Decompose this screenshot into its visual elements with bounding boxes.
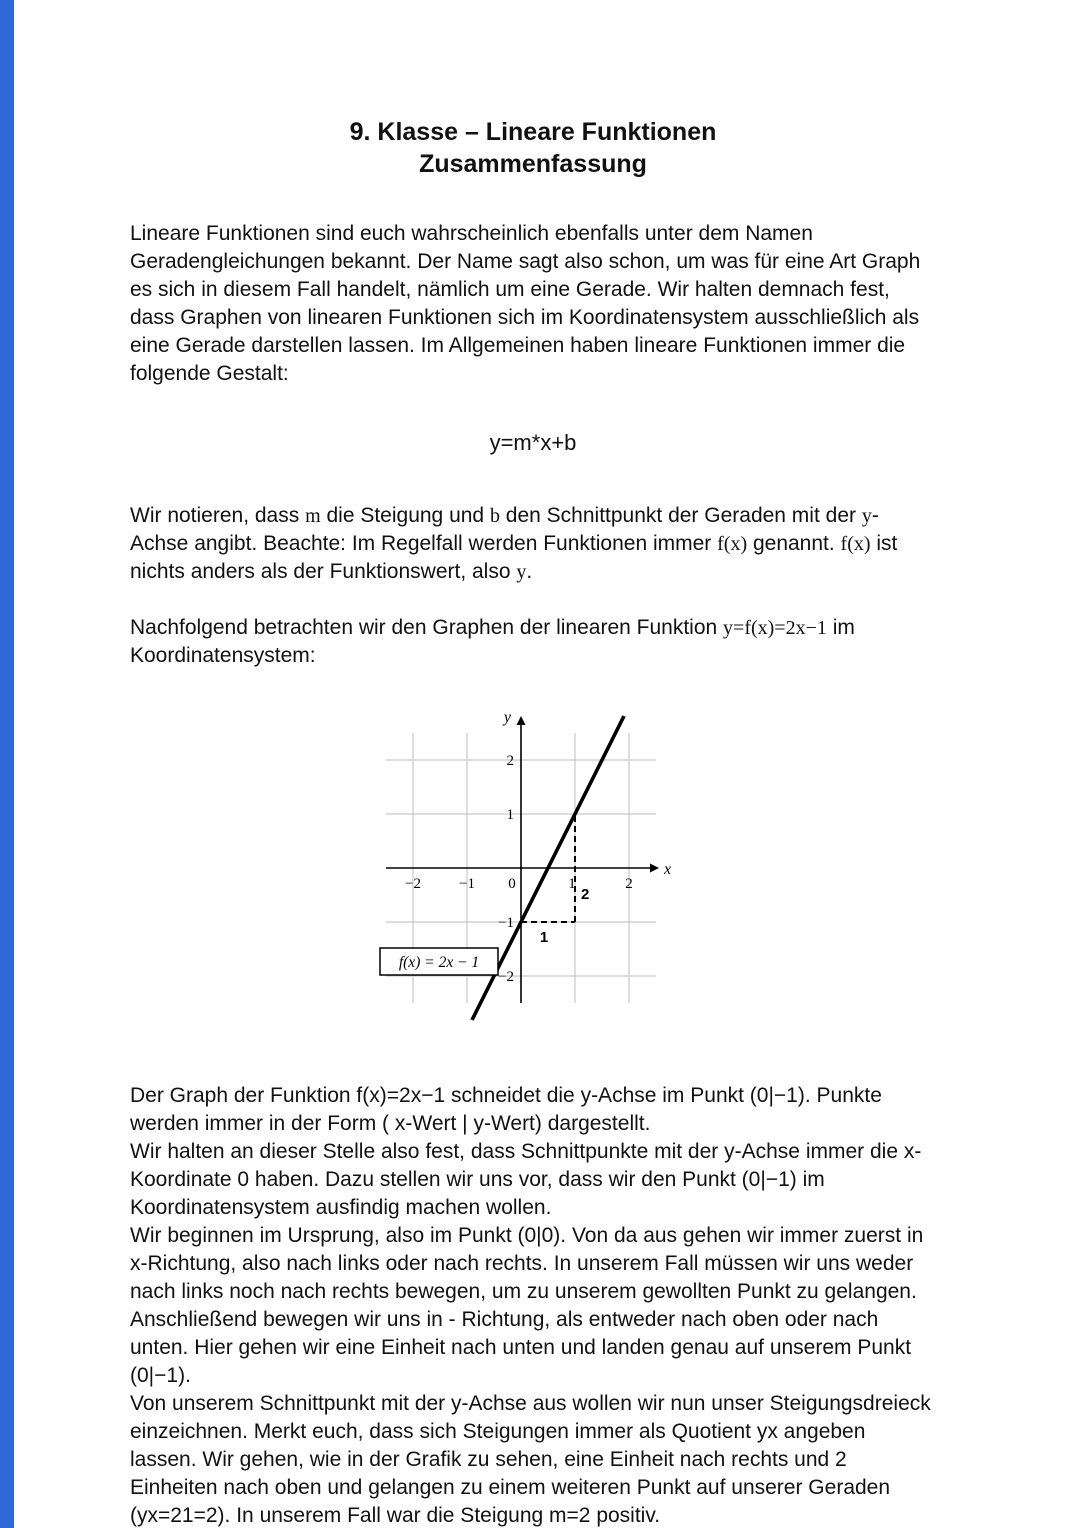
slope-run-label: 1 [539, 929, 548, 946]
x-axis-arrow-icon [650, 864, 659, 873]
x-tick-label: 1 [567, 876, 576, 892]
closing-paragraph: Wir beginnen im Ursprung, also im Punkt (0|0). Von da aus gehen wir immer zuerst in x-Richtung, also nach links oder nach rechts. In unserem Fall müssen wir uns weder nach links noch nach rechts bewegen, um zu unserem gewollten Punkt zu gelangen. Anschließend bewegen wir uns in - Richtung, als entweder nach oben oder nach unten. Hier gehen wir eine Einheit nach unten und landen genau auf unserem Punkt (0|−1). [130, 1224, 924, 1387]
function-graph-figure [130, 698, 936, 1048]
coordinate-system-plot [366, 698, 701, 1043]
intro-paragraph: Lineare Funktionen sind euch wahrscheinlich ebenfalls unter dem Namen Geradengleichungen bekannt. Der Name sagt also schon, um was für eine Art Graph es sich in diesem Fall handelt, nämlich um eine Gerade. Wir halten demnach fest, dass Graphen von linearen Funktionen sich im Koordinatensystem ausschließlich als eine Gerade darstellen lassen. Im Allgemeinen haben lineare Funktionen immer die folgende Gestalt: [130, 222, 921, 385]
notation-paragraph: Wir notieren, dass m die Steigung und b den Schnittpunkt der Geraden mit der y-Achse angibt. Beachte: Im Regelfall werden Funktionen immer f(x) genannt. f(x) ist nichts anders als der Funktionswert, also y. [130, 504, 898, 583]
title-line-2: Zusammenfassung [419, 150, 647, 178]
y-axis-arrow-icon [516, 716, 525, 725]
x-tick-label: 0 [507, 876, 516, 892]
closing-paragraph: Wir halten an dieser Stelle also fest, dass Schnittpunkte mit der y-Achse immer die x-Koordinate 0 haben. Dazu stellen wir uns vor, dass wir den Punkt (0|−1) im Koordinatensystem ausfindig machen wollen. [130, 1140, 922, 1219]
y-tick-label: −1 [497, 915, 514, 931]
y-tick-label: 1 [506, 807, 514, 823]
slope-rise-label: 2 [580, 886, 589, 903]
closing-paragraphs [130, 1082, 936, 1528]
x-tick-label: −2 [404, 876, 421, 892]
left-edge-bar [0, 0, 14, 1528]
y-tick-label: 2 [506, 753, 514, 769]
closing-paragraph: Der Graph der Funktion f(x)=2x−1 schneidet die y-Achse im Punkt (0|−1). Punkte werden immer in der Form ( x-Wert | y-Wert) dargestellt. [130, 1084, 882, 1135]
x-tick-label: 2 [624, 876, 633, 892]
page-title [130, 116, 936, 180]
closing-paragraph: Von unserem Schnittpunkt mit der y-Achse aus wollen wir nun unser Steigungsdreieck einzeichnen. Merkt euch, dass sich Steigungen immer als Quotient yx angeben lassen. Wir gehen, wie in der Grafik zu sehen, eine Einheit nach rechts und 2 Einheiten nach oben und gelangen zu einem weiteren Punkt auf unserer Geraden (yx=21=2). In unserem Fall war die Steigung m=2 positiv. [130, 1392, 931, 1527]
general-formula: y=m*x+b [489, 430, 577, 455]
function-label: f(x) = 2x − 1 [398, 954, 479, 971]
x-tick-label: −1 [458, 876, 475, 892]
title-line-1: 9. Klasse – Lineare Funktionen [349, 118, 717, 146]
document-content [130, 116, 936, 1528]
x-axis-label: x [663, 861, 671, 878]
y-tick-label: −2 [497, 969, 514, 985]
graph-intro-paragraph: Nachfolgend betrachten wir den Graphen der linearen Funktion y=f(x)=2x−1 im Koordinatensystem: [130, 616, 855, 667]
y-axis-label: y [503, 709, 511, 726]
